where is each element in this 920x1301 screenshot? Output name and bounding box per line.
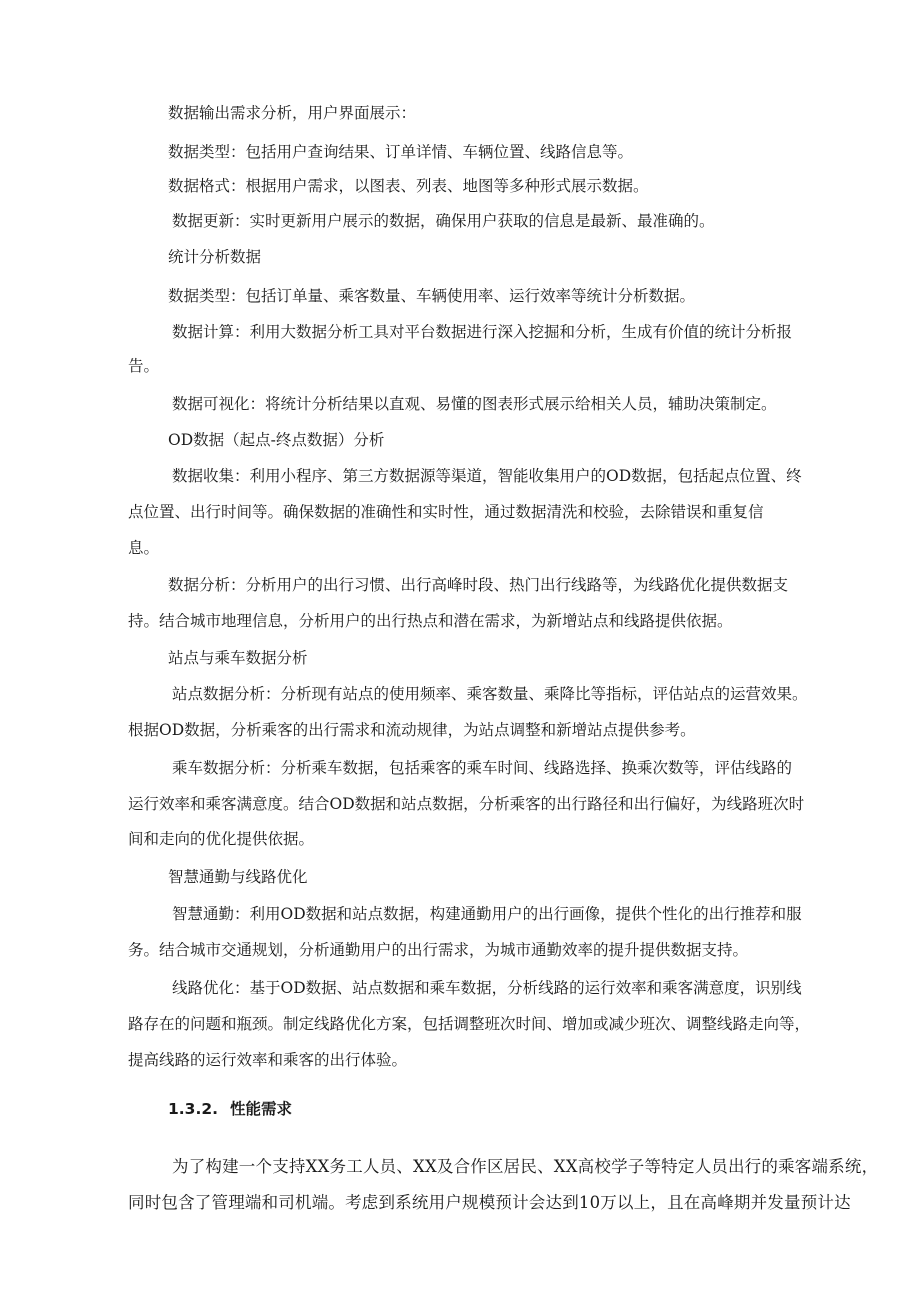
text-line: 运行效率和乘客满意度。结合OD数据和站点数据，分析乘客的出行路径和出行偏好，为线路班次时 — [128, 795, 805, 813]
text-line: 乘车数据分析：分析乘车数据，包括乘客的乘车时间、线路选择、换乘次数等，评估线路的 — [172, 759, 793, 777]
text-line: 数据计算：利用大数据分析工具对平台数据进行深入挖掘和分析，生成有价值的统计分析报 — [172, 323, 793, 341]
section-heading — [168, 1099, 292, 1119]
text-line: 智慧通勤：利用OD数据和站点数据，构建通勤用户的出行画像，提供个性化的出行推荐和服 — [172, 905, 802, 923]
text-line: 为了构建一个支持XX务工人员、XX及合作区居民、XX高校学子等特定人员出行的乘客端系统， — [172, 1157, 879, 1176]
text-line: 数据格式：根据用户需求，以图表、列表、地图等多种形式展示数据。 — [168, 177, 649, 195]
text-line: 数据收集：利用小程序、第三方数据源等渠道，智能收集用户的OD数据，包括起点位置、终 — [172, 467, 802, 485]
text-line: 数据可视化：将统计分析结果以直观、易懂的图表形式展示给相关人员，辅助决策制定。 — [172, 395, 777, 413]
text-line: 路存在的问题和瓶颈。制定线路优化方案，包括调整班次时间、增加或减少班次、调整线路走向等， — [128, 1015, 811, 1033]
text-line: OD数据（起点-终点数据）分析 — [168, 431, 385, 449]
text-line: 提高线路的运行效率和乘客的出行体验。 — [128, 1051, 408, 1069]
text-line: 告。 — [128, 357, 160, 375]
text-line: 数据输出需求分析，用户界面展示： — [168, 104, 417, 122]
text-line: 线路优化：基于OD数据、站点数据和乘车数据，分析线路的运行效率和乘客满意度，识别线 — [172, 979, 802, 997]
text-line: 间和走向的优化提供依据。 — [128, 830, 315, 848]
section-number: 1.3.2. — [168, 1100, 219, 1118]
text-line: 数据类型：包括用户查询结果、订单详情、车辆位置、线路信息等。 — [168, 143, 634, 161]
text-line: 数据分析：分析用户的出行习惯、出行高峰时段、热门出行线路等，为线路优化提供数据支 — [168, 576, 789, 594]
text-line: 根据OD数据，分析乘客的出行需求和流动规律，为站点调整和新增站点提供参考。 — [128, 721, 696, 739]
text-line: 息。 — [128, 539, 160, 557]
text-line: 数据更新：实时更新用户展示的数据，确保用户获取的信息是最新、最准确的。 — [172, 212, 715, 230]
text-line: 持。结合城市地理信息，分析用户的出行热点和潜在需求，为新增站点和线路提供依据。 — [128, 612, 733, 630]
text-line: 统计分析数据 — [168, 248, 262, 266]
text-line: 站点与乘车数据分析 — [168, 649, 308, 667]
text-line: 数据类型：包括订单量、乘客数量、车辆使用率、运行效率等统计分析数据。 — [168, 287, 696, 305]
text-line: 智慧通勤与线路优化 — [168, 868, 308, 886]
text-line: 站点数据分析：分析现有站点的使用频率、乘客数量、乘降比等指标，评估站点的运营效果。 — [172, 685, 808, 703]
text-line: 务。结合城市交通规划，分析通勤用户的出行需求，为城市通勤效率的提升提供数据支持。 — [128, 941, 749, 959]
section-title: 性能需求 — [230, 1100, 293, 1118]
text-line: 同时包含了管理端和司机端。考虑到系统用户规模预计会达到10万以上，且在高峰期并发量预计达 — [128, 1193, 851, 1212]
text-line: 点位置、出行时间等。确保数据的准确性和实时性，通过数据清洗和校验，去除错误和重复信 — [128, 503, 764, 521]
